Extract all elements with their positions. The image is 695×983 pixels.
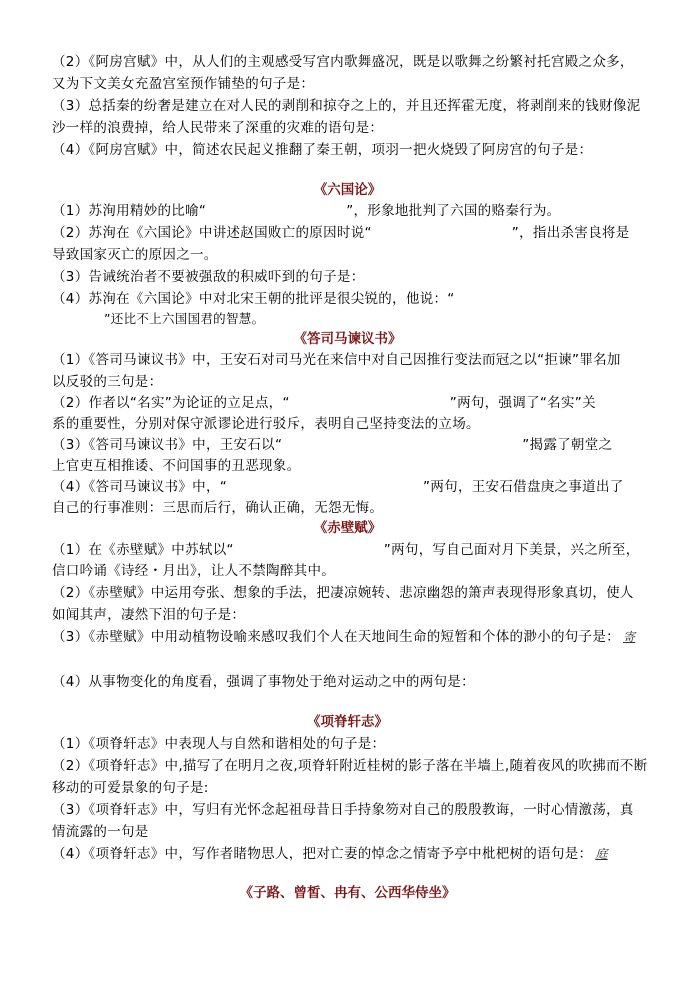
chibi-q3-handwritten-answer: 寄 [622,630,636,644]
dasima-q1-line2: 以反驳的三句是： [52,374,163,390]
afang-q3-line2: 沙一样的浪费掉，给人民带来了深重的灾难的语句是： [52,120,384,136]
liuguo-q4-line2: ”还比不上六国国君的智慧。 [104,311,265,326]
chibi-q3-text: （3）《赤壁赋》中用动植物设喻来感叹我们个人在天地间生命的短暂和个体的渺小的句子是： [52,629,620,645]
liuguo-q1-part2: ”，形象地批判了六国的赂秦行为。 [346,203,561,219]
afang-q2-line2: 又为下文美女充盈宫室预作铺垫的句子是： [52,76,315,92]
xiangji-q4-text: （4）《项脊轩志》中，写作者睹物思人，把对亡妻的悼念之情寄予亭中枇杷树的语句是： [52,846,593,862]
dasima-q4-line2: 自己的行事准则：三思而后行，确认正确，无怨无悔。 [52,500,384,516]
chibi-q2-line1: （2）《赤壁赋》中运用夸张、想象的手法，把凄凉婉转、悲凉幽怨的箫声表现得形象真切，使人 [52,585,634,601]
dasima-q2-part1: （2）作者以“名实”为论证的立足点，“ [52,395,290,411]
xiangji-q2-line2: 移动的可爱景象的句子是: [52,780,209,796]
dasima-q3-line2: 上官吏互相推诿、不问国事的丑恶现象。 [52,458,301,474]
chibi-q1-part2: ”两句，写自己面对月下美景，兴之所至， [383,542,640,558]
liuguo-q1 [52,202,560,220]
dasima-q4-part1: （4）《答司马谏议书》中，“ [52,479,228,495]
afang-q4-line1: （4）《阿房宫赋》中，简述农民起义推翻了秦王朝，项羽一把火烧毁了阿房宫的句子是： [52,142,593,158]
dasima-q4 [52,478,624,496]
xiangji-q3-line2: 情流露的一句是 [52,824,149,840]
dasima-q4-part2: ”两句，王安石借盘庚之事道出了 [423,479,624,495]
zilu-title: 《子路、曾皙、冉有、公西华侍坐》 [239,885,456,901]
liuguo-q2-line2: 导致国家灭亡的原因之一。 [52,247,218,263]
afang-q3-line1: （3）总括秦的纷奢是建立在对人民的剥削和掠夺之上的，并且还挥霍无度，将剥削来的钱财像泥 [52,98,641,114]
afang-q2-line1: （2）《阿房宫赋》中，从人们的主观感受写宫内歌舞盛况，既是以歌舞之纷繁衬托宫殿之众多， [52,54,634,70]
dasima-q1-line1: （1）《答司马谏议书》中，王安石对司马光在来信中对自己因推行变法而冠之以“拒谏”罪名加 [52,352,621,368]
xiangji-q1: （1）《项脊轩志》中表现人与自然和谐相处的句子是： [52,736,386,752]
xiangji-q2-line1: （2）《项脊轩志》中,描写了在明月之夜,项脊轩附近桂树的影子落在半墙上,随着夜风的吹拂而不断 [52,758,648,774]
chibi-q2-line2: 如闻其声，凄然下泪的句子是： [52,607,246,623]
dasima-q3-part2: ”揭露了朝堂之 [522,437,613,453]
liuguo-q2-part1: （2）苏洵在《六国论》中讲述赵国败亡的原因时说“ [52,225,372,241]
liuguo-q1-part1: （1）苏洵用精妙的比喻“ [52,203,207,219]
chibi-q4: （4）从事物变化的角度看，强调了事物处于绝对运动之中的两句是： [52,674,475,690]
dasima-q2-line2: 系的重要性，分别对保守派谬论进行驳斥，表明自己坚持变法的立场。 [52,416,480,432]
dasima-q2 [52,394,596,412]
liuguo-q2-part2: ”，指出杀害良将是 [511,225,630,241]
xiangji-q4 [52,845,608,863]
chibi-q1 [52,541,640,559]
xiangji-q4-handwritten-answer: 庭 [595,847,608,861]
liuguo-q4: （4）苏洵在《六国论》中对北宋王朝的批评是很尖锐的，他说：“ [52,291,455,307]
chibi-q1-part1: （1）在《赤壁赋》中苏轼以“ [52,542,234,558]
xiangji-q3-line1: （3）《项脊轩志》中，写归有光怀念起祖母昔日手持象笏对自己的殷殷教诲，一时心情激荡，真 [52,802,634,818]
chibi-q3 [52,628,635,646]
chibi-title: 《赤壁赋》 [313,520,382,536]
liuguo-q3: （3）告诫统治者不要被强敌的积威吓到的句子是： [52,269,365,285]
liuguo-title: 《六国论》 [313,182,382,198]
dasima-q3-part1: （3）《答司马谏议书》中，王安石以“ [52,437,283,453]
dasima-q3 [52,436,612,454]
dasima-title: 《答司马谏议书》 [293,331,402,347]
dasima-q2-part2: ”两句，强调了“名实”关 [449,395,596,411]
xiangji-title: 《项脊轩志》 [307,714,388,730]
liuguo-q2 [52,224,630,242]
chibi-q1-line2: 信口吟诵《诗经・月出》，让人不禁陶醉其中。 [52,563,336,579]
